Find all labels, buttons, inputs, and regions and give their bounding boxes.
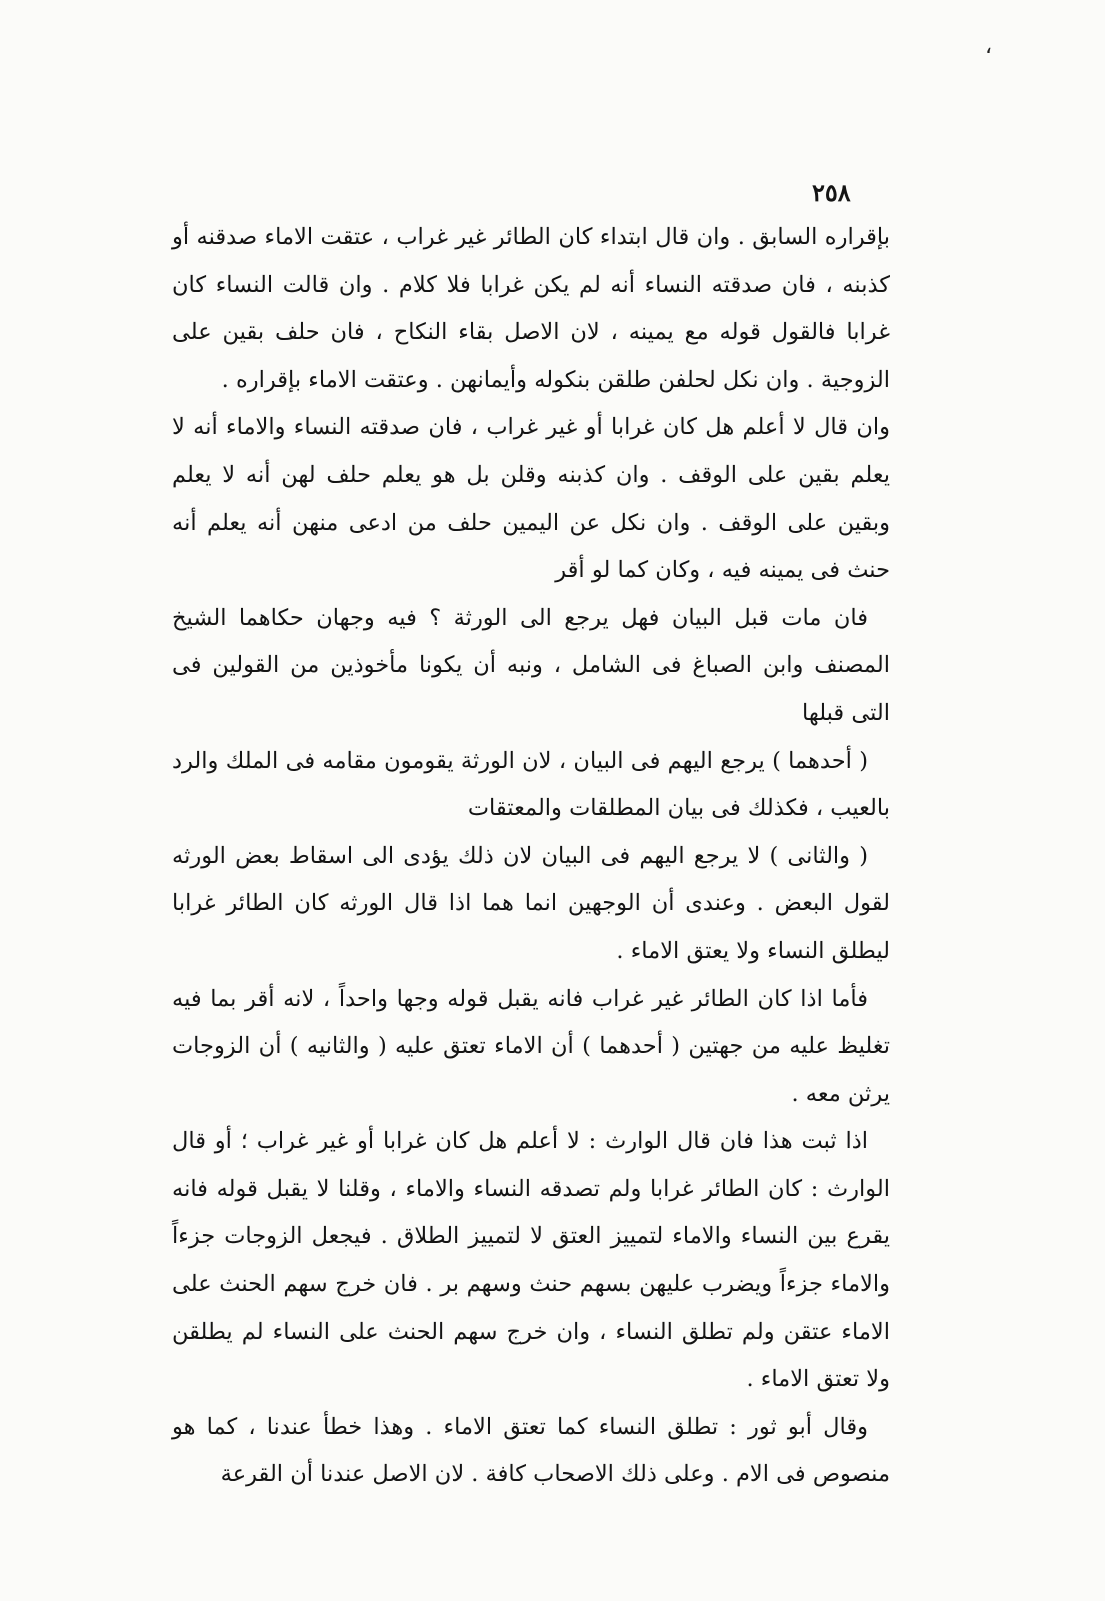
paragraph-1: بإقراره السابق . وان قال ابتداء كان الطائر غير غراب ، عتقت الاماء صدقنه أو كذبنه ، فان صدقته النساء أنه لم يكن غرابا فلا كلام . وان قالت النساء كان غرابا فالقول قوله مع يمينه ، لان الاصل بقاء النكاح ، فان حلف بقين على الزوجية . وان نكل لحلفن طلقن بنكوله وأيمانهن . وعتقت الاماء بإقراره . bbox=[172, 224, 890, 393]
paragraph-8: وقال أبو ثور : تطلق النساء كما تعتق الاماء . وهذا خطأ عندنا ، كما هو منصوص فى الام . وعلى ذلك الاصحاب كافة . لان الاصل عندنا أن القرعة bbox=[172, 1413, 890, 1488]
paragraph-7: اذا ثبت هذا فان قال الوارث : لا أعلم هل كان غرابا أو غير غراب ؛ أو قال الوارث : كان الطائر غرابا ولم تصدقه النساء والاماء ، وقلنا لا يقبل قوله فانه يقرع بين النساء والاماء لتمييز العتق لا لتمييز الطلاق . فيجعل الزوجات جزءاً والاماء جزءاً ويضرب عليهن بسهم حنث وسهم بر . فان خرج سهم الحنث على الاماء عتقن ولم تطلق النساء ، وان خرج سهم الحنث على النساء لم يطلقن ولا تعتق الاماء . bbox=[172, 1128, 890, 1393]
stray-ink-mark: ، bbox=[985, 34, 993, 59]
paragraph-2: وان قال لا أعلم هل كان غرابا أو غير غراب ، فان صدقته النساء والاماء أنه لا يعلم بقين على الوقف . وان كذبنه وقلن بل هو يعلم حلف لهن أنه لا يعلم وبقين على الوقف . وان نكل عن اليمين حلف من ادعى منهن أنه يعلم أنه حنث فى يمينه فيه ، وكان كما لو أقر bbox=[172, 414, 890, 584]
paragraph-3: فان مات قبل البيان فهل يرجع الى الورثة ؟ فيه وجهان حكاهما الشيخ المصنف وابن الصباغ فى الشامل ، ونبه أن يكونا مأخوذين من القولين فى التى قبلها bbox=[172, 604, 890, 726]
paragraph-4: ( أحدهما ) يرجع اليهم فى البيان ، لان الورثة يقومون مقامه فى الملك والرد بالعيب ، فكذلك فى بيان المطلقات والمعتقات bbox=[172, 747, 890, 822]
paragraph-5: ( والثانى ) لا يرجع اليهم فى البيان لان ذلك يؤدى الى اسقاط بعض الورثه لقول البعض . وعندى أن الوجهين انما هما اذا قال الورثه كان الطائر غرابا ليطلق النساء ولا يعتق الاماء . bbox=[172, 842, 890, 964]
body-text bbox=[172, 214, 890, 1499]
page-number: ٢٥٨ bbox=[812, 178, 851, 207]
paragraph-6: فأما اذا كان الطائر غير غراب فانه يقبل قوله وجها واحداً ، لانه أقر بما فيه تغليظ عليه من جهتين ( أحدهما ) أن الاماء تعتق عليه ( والثانيه ) أن الزوجات يرثن معه . bbox=[172, 985, 890, 1107]
